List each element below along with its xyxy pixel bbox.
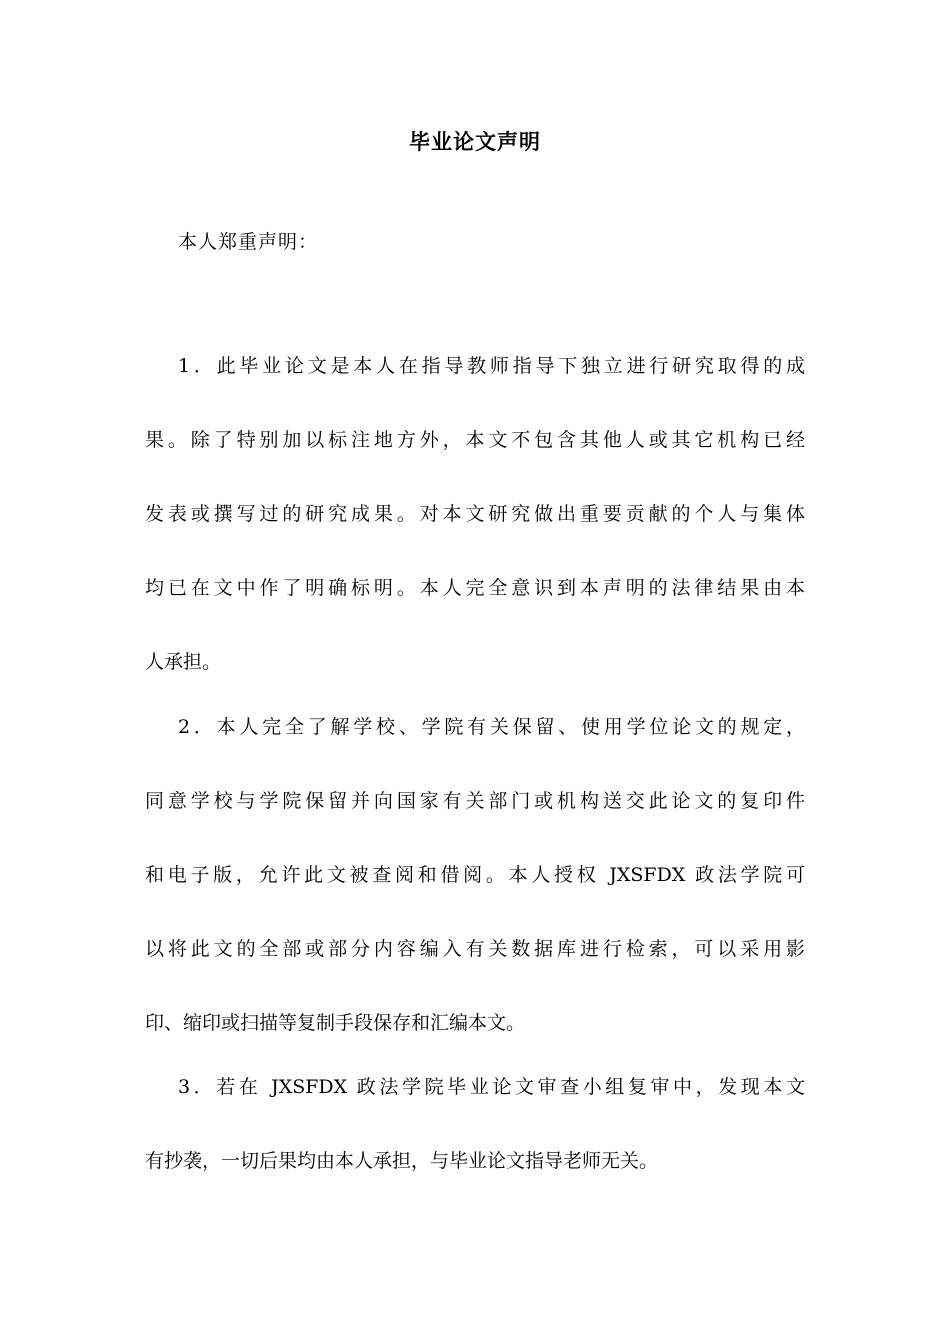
- clause-1-line-4: 均已在文中作了明确标明。本人完全意识到本声明的法律结果由本: [145, 577, 805, 599]
- clause-1-line-1: 1．此毕业论文是本人在指导教师指导下独立进行研究取得的成: [178, 355, 805, 377]
- clause-1-line-2: 果。除了特别加以标注地方外，本文不包含其他人或其它机构已经: [145, 429, 805, 451]
- clause-2-line-4: 以将此文的全部或部分内容编入有关数据库进行检索，可以采用影: [145, 938, 805, 960]
- clause-2-line-2: 同意学校与学院保留并向国家有关部门或机构送交此论文的复印件: [145, 790, 805, 812]
- clause-3-line-1: 3．若在 JXSFDX 政法学院毕业论文审查小组复审中，发现本文: [178, 1076, 805, 1098]
- clause-2-line-3: 和电子版，允许此文被查阅和借阅。本人授权 JXSFDX 政法学院可: [145, 864, 805, 886]
- clause-2-line-5: 印、缩印或扫描等复制手段保存和汇编本文。: [145, 1012, 526, 1034]
- document-title: 毕业论文声明: [409, 130, 541, 154]
- intro-statement: 本人郑重声明：: [178, 231, 319, 253]
- clause-1-line-3: 发表或撰写过的研究成果。对本文研究做出重要贡献的个人与集体: [145, 503, 805, 525]
- clause-1-line-5: 人承担。: [145, 651, 222, 673]
- clause-2-line-1: 2．本人完全了解学校、学院有关保留、使用学位论文的规定，: [178, 716, 805, 738]
- clause-3-line-2: 有抄袭，一切后果均由本人承担，与毕业论文指导老师无关。: [145, 1150, 659, 1172]
